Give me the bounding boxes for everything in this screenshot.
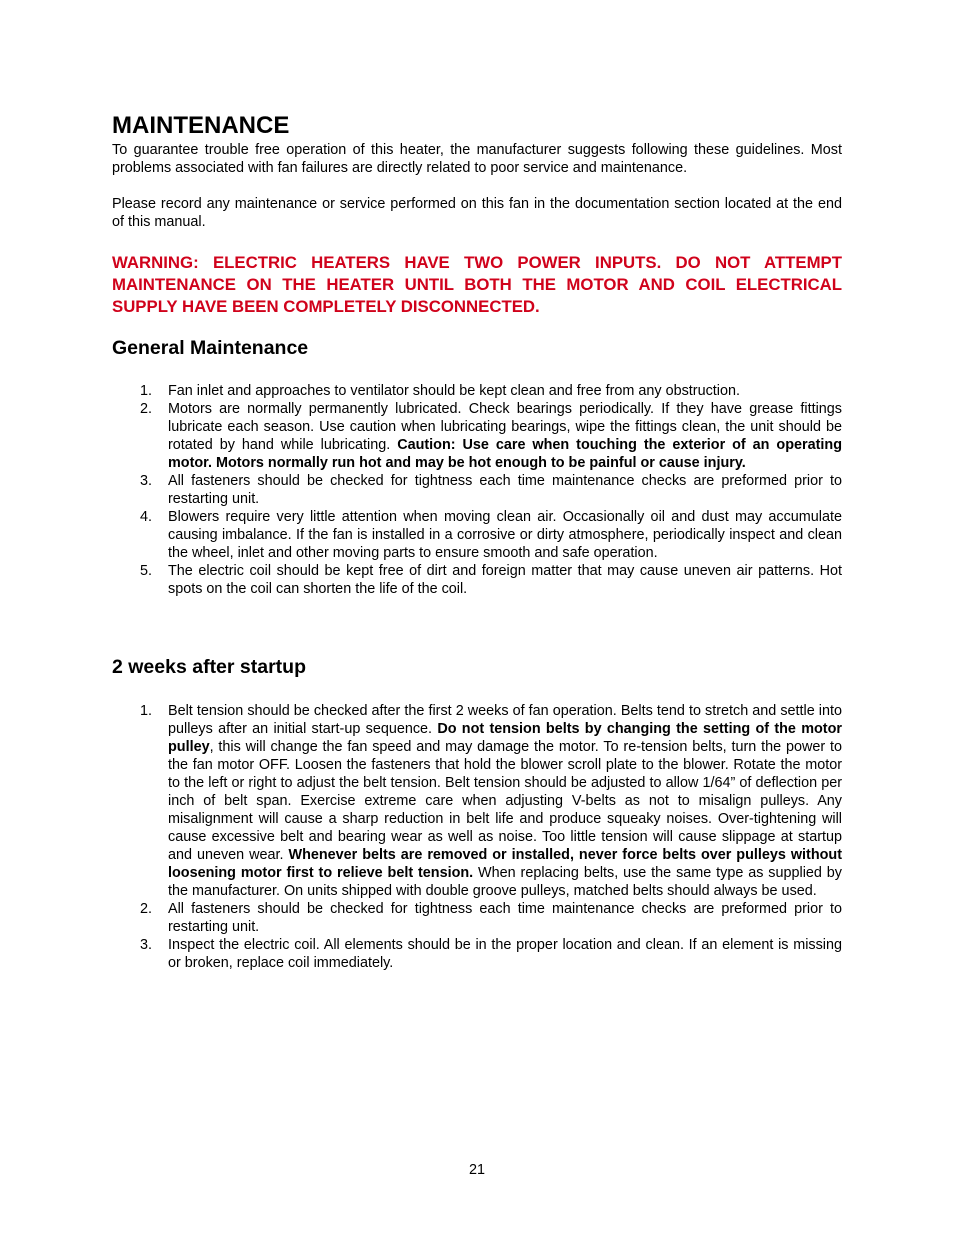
- item-text: The electric coil should be kept free of dirt and foreign matter that may cause uneven air patterns. Hot spots on the coil can shorten the life of the coil.: [168, 563, 842, 597]
- intro-paragraph: To guarantee trouble free operation of this heater, the manufacturer suggests following these guidelines. Most problems associated with fan failures are directly related to poor service and maintenance.: [112, 142, 842, 176]
- list-item: [112, 382, 842, 400]
- list-item: [112, 900, 842, 936]
- caution-text: Caution: Use care when touching the exterior of an operating motor. Motors normally run hot and may be hot enough to be painful or cause injury.: [168, 437, 842, 471]
- list-item: [112, 472, 842, 508]
- item-number: 2.: [140, 901, 153, 917]
- list-item: [112, 702, 842, 900]
- item-text: All fasteners should be checked for tightness each time maintenance checks are preformed prior to restarting unit.: [168, 473, 842, 507]
- general-maintenance-list: [112, 382, 842, 598]
- general-maintenance-heading: General Maintenance: [112, 337, 309, 359]
- item-number: 5.: [140, 563, 153, 579]
- startup-list: [112, 702, 842, 972]
- item-text: Blowers require very little attention when moving clean air. Occasionally oil and dust may accumulate causing imbalance. If the fan is installed in a corrosive or dirty atmosphere, periodically inspect and clean the wheel, inlet and other moving parts to ensure smooth and safe operation.: [168, 509, 842, 561]
- bold-instruction: Whenever belts are removed or installed, never force belts over pulleys without loosening motor first to relieve belt tension.: [168, 847, 842, 881]
- item-number: 1.: [140, 383, 153, 399]
- item-number: 3.: [140, 473, 153, 489]
- bold-instruction: Do not tension belts by changing the setting of the motor pulley: [168, 721, 842, 755]
- item-number: 4.: [140, 509, 153, 525]
- item-number: 2.: [140, 401, 153, 417]
- item-text: When replacing belts, use the same type as supplied by the manufacturer. On units shipped with double groove pulleys, matched belts should always be used.: [168, 865, 842, 899]
- startup-heading: 2 weeks after startup: [112, 656, 307, 678]
- warning-text: WARNING: ELECTRIC HEATERS HAVE TWO POWER INPUTS. DO NOT ATTEMPT MAINTENANCE ON THE HEATER UNTIL BOTH THE MOTOR AND COIL ELECTRICAL SUPPLY HAVE BEEN COMPLETELY DISCONNECTED.: [112, 253, 842, 316]
- list-item: [112, 508, 842, 562]
- item-number: 3.: [140, 937, 153, 953]
- page-number: 21: [468, 1162, 485, 1178]
- item-text: All fasteners should be checked for tightness each time maintenance checks are preformed prior to restarting unit.: [168, 901, 842, 935]
- item-text: Inspect the electric coil. All elements should be in the proper location and clean. If an element is missing or broken, replace coil immediately.: [168, 937, 842, 971]
- record-note-paragraph: Please record any maintenance or service performed on this fan in the documentation section located at the end of this manual.: [112, 196, 842, 230]
- item-text: , this will change the fan speed and may damage the motor. To re-tension belts, turn the power to the fan motor OFF. Loosen the fasteners that hold the blower scroll plate to the blower. Rotate the motor to the left or right to adjust the belt tension. Belt tension should be adjusted to allow 1/64” of deflection per inch of belt span. Exercise extreme care when adjusting V-belts as not to misalign pulleys. Any misalignment will cause a sharp reduction in belt life and produce squeaky noises. Over-tightening will cause excessive belt and bearing wear as well as noise. Too little tension will cause slippage at startup and uneven wear.: [168, 739, 842, 863]
- item-number: 1.: [140, 703, 153, 719]
- item-text: Belt tension should be checked after the first 2 weeks of fan operation. Belts tend to stretch and settle into pulleys after an initial start-up sequence.: [168, 703, 842, 737]
- page-title: MAINTENANCE: [112, 112, 290, 139]
- list-item: [112, 562, 842, 598]
- item-text: Fan inlet and approaches to ventilator should be kept clean and free from any obstruction.: [168, 383, 740, 399]
- list-item: [112, 400, 842, 472]
- item-text: Motors are normally permanently lubricated. Check bearings periodically. If they have grease fittings lubricate each season. Use caution when lubricating bearings, wipe the fittings clean, the unit should be rotated by hand while lubricating.: [168, 401, 842, 453]
- list-item: [112, 936, 842, 972]
